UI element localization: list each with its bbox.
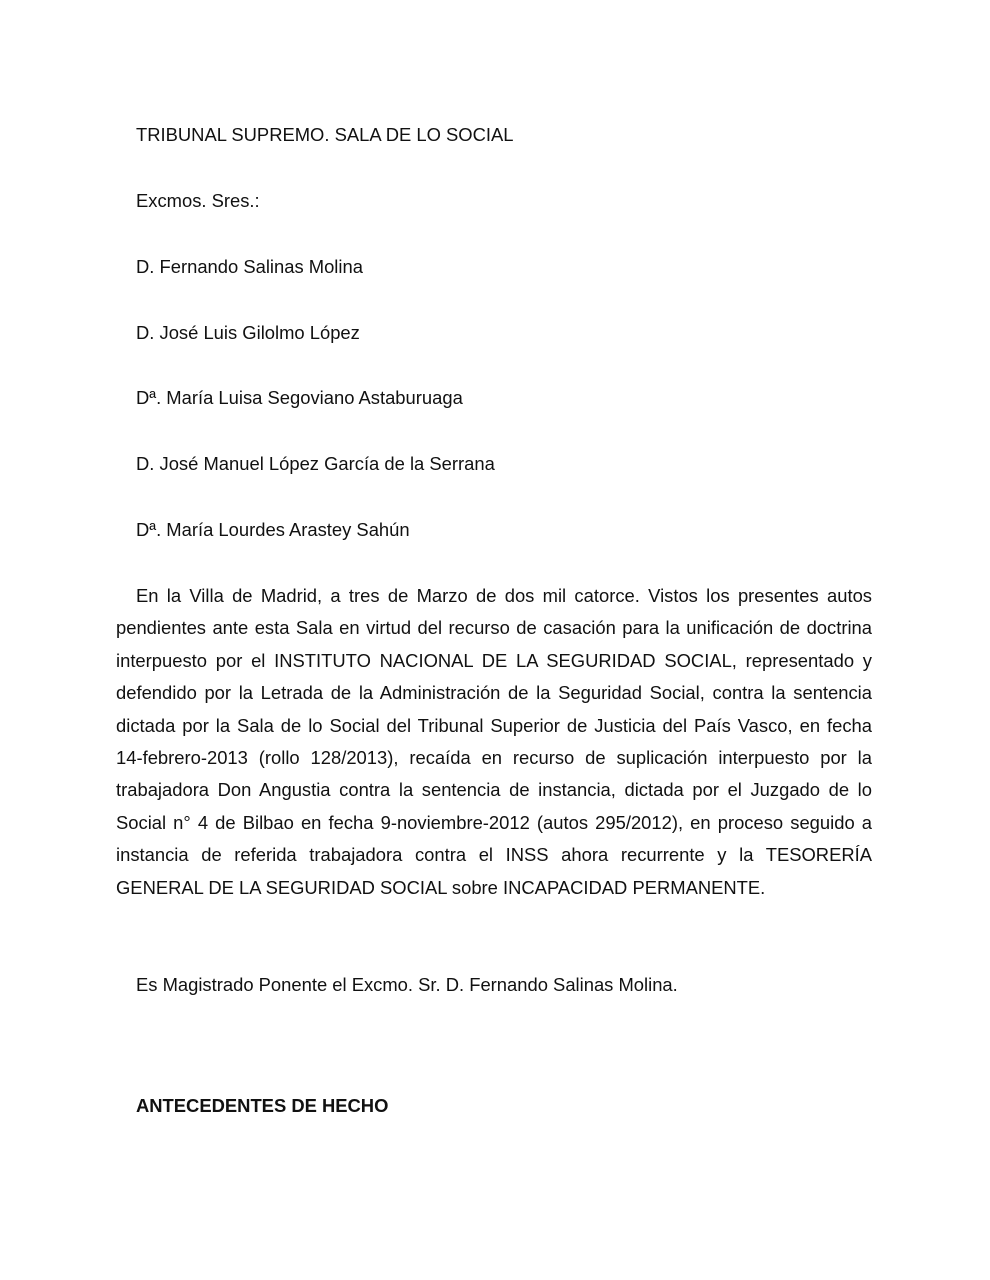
magistrate-4: D. José Manuel López García de la Serrana (136, 453, 495, 474)
magistrate-2: D. José Luis Gilolmo López (136, 322, 360, 343)
court-title: TRIBUNAL SUPREMO. SALA DE LO SOCIAL (136, 124, 514, 145)
ponente-line: Es Magistrado Ponente el Excmo. Sr. D. Fernando Salinas Molina. (136, 974, 678, 995)
salutation: Excmos. Sres.: (136, 190, 260, 211)
magistrate-3: Dª. María Luisa Segoviano Astaburuaga (136, 387, 463, 408)
intro-paragraph: En la Villa de Madrid, a tres de Marzo de dos mil catorce. Vistos los presentes autos pendientes ante esta Sala en virtud del recurso de casación para la unificación de doctrina interpuesto por el INSTITUTO NACIONAL DE LA SEGURIDAD SOCIAL, representado y defendido por la Letrada de la Administración de la Seguridad Social, contra la sentencia dictada por la Sala de lo Social del Tribunal Superior de Justicia del País Vasco, en fecha 14-febrero-2013 (rollo 128/2013), recaída en recurso de suplicación interpuesto por la trabajadora Don Angustia contra la sentencia de instancia, dictada por el Juzgado de lo Social n° 4 de Bilbao en fecha 9-noviembre-2012 (autos 295/2012), en proceso seguido a instancia de referida trabajadora contra el INSS ahora recurrente y la TESORERÍA GENERAL DE LA SEGURIDAD SOCIAL sobre INCAPACIDAD PERMANENTE. (116, 585, 872, 898)
magistrate-1: D. Fernando Salinas Molina (136, 256, 363, 277)
section-heading: ANTECEDENTES DE HECHO (136, 1095, 389, 1116)
magistrate-5: Dª. María Lourdes Arastey Sahún (136, 519, 410, 540)
